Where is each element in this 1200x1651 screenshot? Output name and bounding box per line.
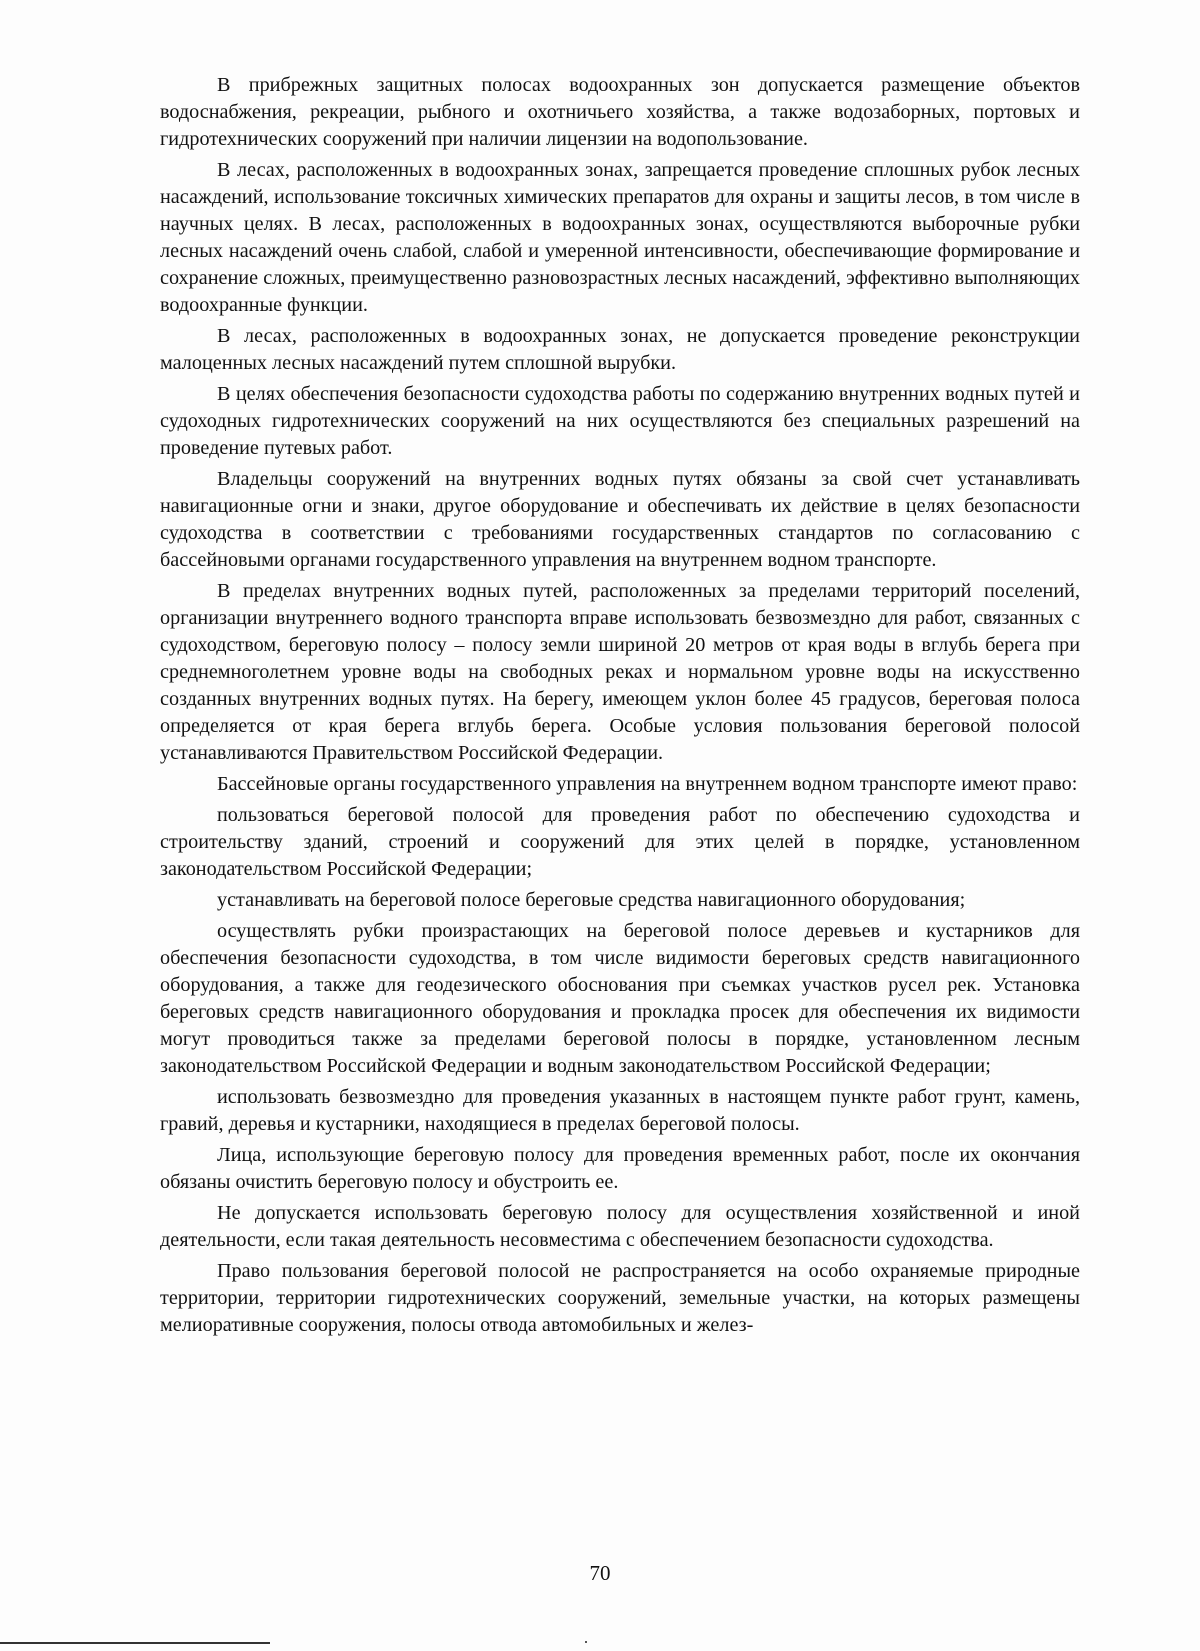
paragraph: Бассейновые органы государственного управления на внутреннем водном транспорте имеют право:	[217, 773, 1078, 795]
paragraph: В целях обеспечения безопасности судоходства работы по содержанию внутренних водных путей и судоходных гидротехнических сооружений на них осуществляются без специальных разрешений на проведение путевых работ.	[160, 383, 1080, 459]
paragraph: Владельцы сооружений на внутренних водных путях обязаны за свой счет устанавливать навигационные огни и знаки, другое оборудование и обеспечивать их действие в целях безопасности судоходства в соответствии с требованиями государственных стандартов по согласованию с бассейновыми органами государственного управления на внутреннем водном транспорте.	[160, 468, 1080, 571]
scan-speck	[585, 1641, 587, 1643]
paragraph: Лица, использующие береговую полосу для проведения временных работ, после их окончания обязаны очистить береговую полосу и обустроить ее.	[160, 1144, 1080, 1193]
paragraph: В пределах внутренних водных путей, расположенных за пределами территорий поселений, организации внутреннего водного транспорта вправе использовать безвозмездно для работ, связанных с судоходством, береговую полосу – полосу земли шириной 20 метров от края воды в вглубь берега при среднемноголетнем уровне воды на свободных реках и нормальном уровне воды на искусственно созданных внутренних водных путях. На берегу, имеющем уклон более 45 градусов, береговая полоса определяется от края берега вглубь берега. Особые условия пользования береговой полосой устанавливаются Правительством Российской Федерации.	[160, 580, 1080, 764]
paragraph: Не допускается использовать береговую полосу для осуществления хозяйственной и иной деятельности, если такая деятельность несовместима с обеспечением безопасности судоходства.	[160, 1202, 1080, 1251]
paragraph: Право пользования береговой полосой не распространяется на особо охраняемые природные территории, территории гидротехнических сооружений, земельные участки, на которых размещены мелиоративные сооружения, полосы отвода автомобильных и желез-	[160, 1260, 1080, 1336]
page-number: 70	[589, 1561, 611, 1585]
footer-rule	[0, 1642, 270, 1644]
list-item: осуществлять рубки произрастающих на береговой полосе деревьев и кустарников для обеспечения безопасности судоходства, в том числе видимости береговых средств навигационного оборудования, а также для геодезического обоснования при съемках участков русел рек. Установка береговых средств навигационного оборудования и прокладка просек для обеспечения их видимости могут проводиться также за пределами береговой полосы в порядке, установленном лесным законодательством Российской Федерации и водным законодательством Российской Федерации;	[160, 920, 1080, 1077]
list-item: устанавливать на береговой полосе береговые средства навигационного оборудования;	[217, 889, 966, 911]
body-text	[160, 72, 1080, 1343]
list-item: пользоваться береговой полосой для проведения работ по обеспечению судоходства и строительству зданий, строений и сооружений для этих целей в порядке, установленном законодательством Российской Федерации;	[160, 804, 1080, 880]
paragraph: В лесах, расположенных в водоохранных зонах, не допускается проведение реконструкции малоценных лесных насаждений путем сплошной вырубки.	[160, 325, 1080, 374]
paragraph: В прибрежных защитных полосах водоохранных зон допускается размещение объектов водоснабжения, рекреации, рыбного и охотничьего хозяйства, а также водозаборных, портовых и гидротехнических сооружений при наличии лицензии на водопользование.	[160, 74, 1080, 150]
paragraph: В лесах, расположенных в водоохранных зонах, запрещается проведение сплошных рубок лесных насаждений, использование токсичных химических препаратов для охраны и защиты лесов, в том числе в научных целях. В лесах, расположенных в водоохранных зонах, осуществляются выборочные рубки лесных насаждений очень слабой, слабой и умеренной интенсивности, обеспечивающие формирование и сохранение сложных, преимущественно разновозрастных лесных насаждений, эффективно выполняющих водоохранные функции.	[160, 159, 1080, 316]
list-item: использовать безвозмездно для проведения указанных в настоящем пункте работ грунт, камень, гравий, деревья и кустарники, находящиеся в пределах береговой полосы.	[160, 1086, 1080, 1135]
